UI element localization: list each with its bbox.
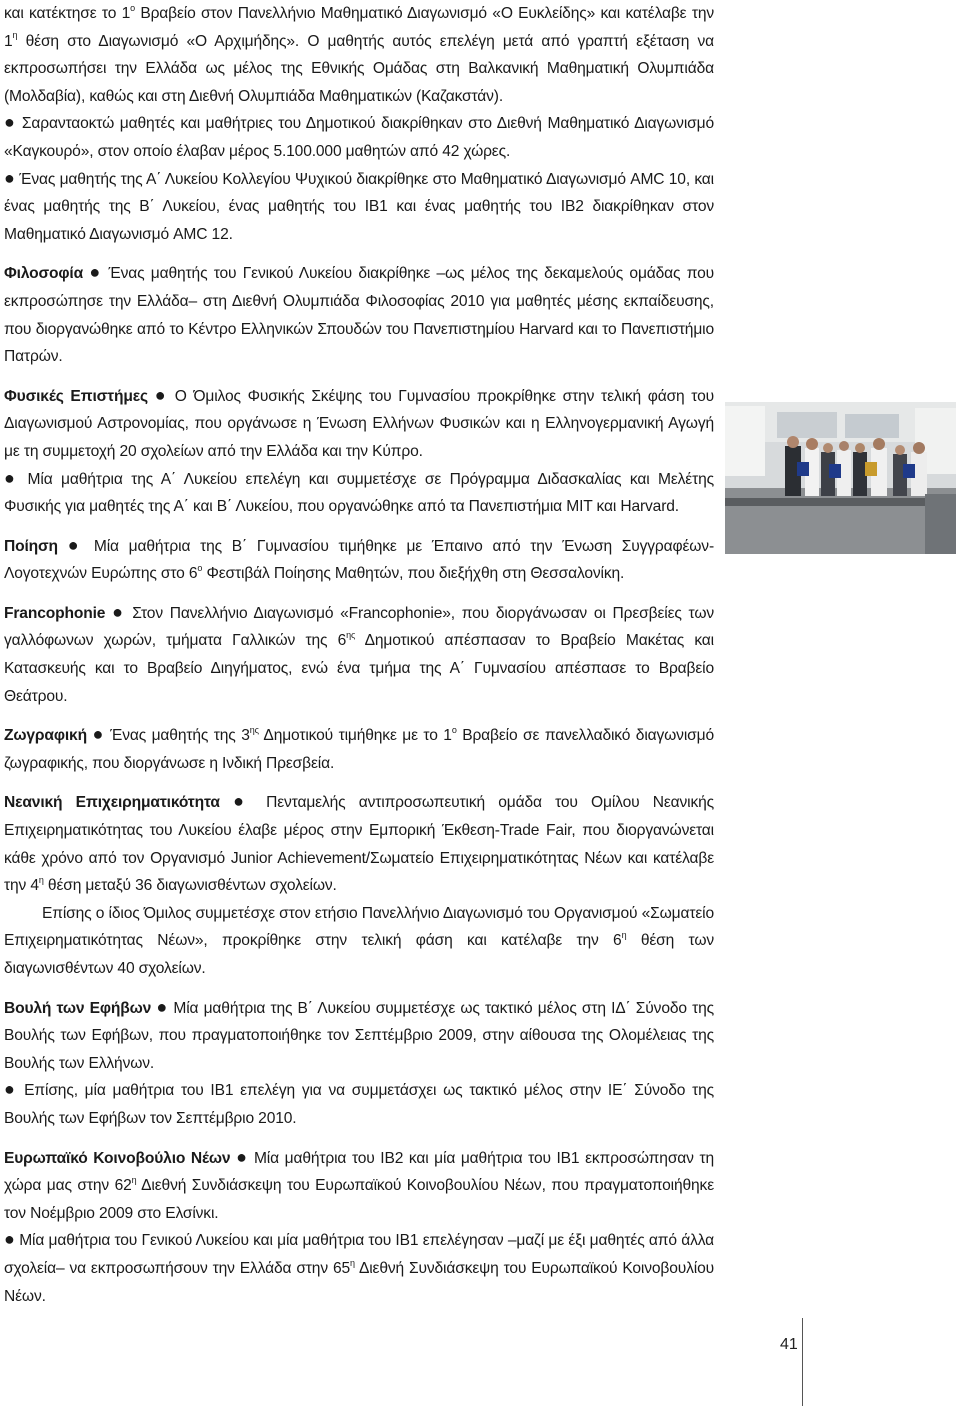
bullet-icon: ● [4, 112, 17, 133]
bullet-icon: ● [156, 996, 169, 1017]
entrepreneurship-section: Νεανική Επιχειρηματικότητα ● Πενταμελής αντιπροσωπευτική ομάδα του Ομίλου Νεανικής Επιχειρηματικότητας του Λυκείου έλαβε μέρος στην Εμπορική Έκθεση-Trade Fair, που διοργανώνεται κάθε χρόνο από τον Οργανισμό Junior Achievement/Σωματείο Επιχειρηματικότητας Νέων και κατέλαβε την $4^\eta$ θέση μεταξύ 36 διαγωνισθέντων σχολείων. [4, 791, 714, 895]
bullet-icon: ● [4, 1079, 18, 1100]
francophonie-section: Francophonie ● Στον Πανελλήνιο Διαγωνισμό «Francophonie», που διοργάνωσαν οι Πρεσβείες των γαλλόφωνων χωρών, τμήματα Γαλλικών της $6^{\eta\varsigma}$ Δημοτικού απέσπασαν το Βραβείο Μακέτας και Κατασκευής και το Βραβείο Διηγήματος, ενώ ένα τμήμα της Α΄ Γυμνασίου απέσπασε το Βραβείο Θεάτρου. [4, 601, 714, 705]
bullet-icon: ● [4, 467, 20, 488]
intro-paragraph: και κατέκτησε το $1^o$ Βραβείο στον Πανελλήνιο Μαθηματικό Διαγωνισμό «Ο Ευκλείδης» και κατέλαβε την $1^\eta$ θέση στο Διαγωνισμό «Ο Αρχιμήδης». Ο μαθητής αυτός επελέγη μετά από γραπτή εξέταση να εκπροσωπήσει την Ελλάδα ως μέλος της Εθνικής Ομάδας στη Βαλκανική Μαθηματική Ολυμπιάδα (Μολδαβία), καθώς και στη Διεθνή Ολυμπιάδα Μαθηματικών (Καζακστάν). [4, 2, 715, 105]
bullet-icon: ● [154, 384, 168, 405]
physics-section: Φυσικές Επιστήμες ● Ο Όμιλος Φυσικής Σκέψης του Γυμνασίου προκρίθηκε στην τελική φάση του Διαγωνισμού Αστρονομίας, που οργάνωσε η Ένωση Ελλήνων Φυσικών και η Ελληνογερμανική Αγωγή με τη συμμετοχή 20 σχολείων από την Ελλάδα και την Κύπρο. [4, 384, 714, 460]
poetry-section: Ποίηση ● Μία μαθήτρια της Β΄ Γυμνασίου τιμήθηκε με Έπαινο από την Ένωση Συγγραφέων-Λογοτεχνών Ευρώπης στο $6^o$ Φεστιβάλ Ποίησης Μαθητών, που διεξήχθη στη Θεσσαλονίκη. [4, 534, 714, 583]
youth-parliament-item: ● Επίσης, μία μαθήτρια του ΙΒ1 επελέγη για να συμμετάσχει ως τακτικό μέλος στην ΙΕ΄ Σύνοδο της Βουλής των Εφήβων τον Σεπτέμβριο 2010. [4, 1079, 714, 1127]
math-amc-item: ● Ένας μαθητής της Α΄ Λυκείου Κολλεγίου Ψυχικού διακρίθηκε στο Μαθηματικό Διαγωνισμό AMC 10, και ένας μαθητής της Β΄ Λυκείου, ένας μαθητής του ΙΒ1 και ένας μαθητής του ΙΒ2 διακρίθηκαν στον Μαθηματικό Διαγωνισμό AMC 12. [4, 167, 714, 243]
physics-item: ● Μία μαθήτρια της Α΄ Λυκείου επελέγη και συμμετέσχε σε Πρόγραμμα Διδασκαλίας και Μελέτης Φυσικής για μαθητές της Α΄ και Β΄ Λυκείου, που οργανώθηκε από τα Πανεπιστήμια MIT και Harvard. [4, 467, 714, 516]
eyp-section: Ευρωπαϊκό Κοινοβούλιο Νέων ● Μία μαθήτρια του ΙΒ2 και μία μαθήτρια του ΙΒ1 εκπροσώπησαν τη χώρα μας στην $62^\eta$ Διεθνή Συνδιάσκεψη του Ευρωπαϊκού Κοινοβουλίου Νέων, που πραγματοποιήθηκε τον Νοέμβριο 2009 στο Ελσίνκι. [4, 1146, 715, 1222]
bullet-icon: ● [4, 1229, 15, 1250]
section-heading: Φυσικές Επιστήμες [4, 387, 148, 405]
page-rule [802, 1318, 803, 1406]
section-heading: Francophonie [4, 604, 106, 622]
bullet-icon: ● [67, 534, 85, 555]
bullet-icon: ● [92, 724, 105, 745]
section-heading: Ποίηση [4, 537, 58, 555]
bullet-icon: ● [4, 167, 15, 188]
bullet-icon: ● [233, 791, 253, 812]
section-heading: Φιλοσοφία [4, 265, 84, 283]
article-column [4, 0, 714, 1310]
bullet-icon: ● [236, 1146, 249, 1167]
eyp-item: ● Μία μαθήτρια του Γενικού Λυκείου και μία μαθήτρια του ΙΒ1 επελέγησαν –μαζί με έξι μαθητές από άλλα σχολεία– να εκπροσωπήσουν την Ελλάδα στην $65^\eta$ Διεθνή Συνδιάσκεψη του Ευρωπαϊκού Κοινοβουλίου Νέων. [4, 1229, 714, 1305]
youth-parliament-section: Βουλή των Εφήβων ● Μία μαθήτρια της Β΄ Λυκείου συμμετέσχε ως τακτικό μέλος στη ΙΔ΄ Σύνοδο της Βουλής των Εφήβων, που πραγματοποιήθηκε τον Σεπτέμβριο 2009, στην αίθουσα της Ολομέλειας της Βουλής των Ελλήνων. [4, 996, 715, 1072]
section-heading: Ευρωπαϊκό Κοινοβούλιο Νέων [4, 1149, 231, 1167]
page-number: 41 [780, 1336, 798, 1353]
painting-section: Ζωγραφική ● Ένας μαθητής της $3^{\eta\varsigma}$ Δημοτικού τιμήθηκε με το $1^o$ Βραβείο σε πανελλαδικό διαγωνισμό ζωγραφικής, που διοργάνωσε η Ινδική Πρεσβεία. [4, 724, 714, 772]
entrepreneurship-paragraph: Επίσης ο ίδιος Όμιλος συμμετέσχε στον ετήσιο Πανελλήνιο Διαγωνισμό του Οργανισμού «Σωματείο Επιχειρηματικότητας Νέων», προκρίθηκε στην τελική φάση και κατέλαβε την $6^\eta$ θέση των διαγωνισθέντων 40 σχολείων. [4, 904, 714, 977]
section-heading: Βουλή των Εφήβων [4, 999, 152, 1017]
classroom-photo [725, 402, 956, 554]
bullet-icon: ● [112, 601, 126, 622]
bullet-icon: ● [89, 262, 103, 283]
math-kangaroo-item: ● Σαρανταοκτώ μαθητές και μαθήτριες του Δημοτικού διακρίθηκαν στο Διεθνή Μαθηματικό Διαγωνισμό «Καγκουρό», στον οποίο έλαβαν μέρος 5.100.000 μαθητών από 42 χώρες. [4, 112, 714, 160]
section-heading: Ζωγραφική [4, 727, 87, 745]
section-heading: Νεανική Επιχειρηματικότητα [4, 794, 220, 812]
philosophy-section: Φιλοσοφία ● Ένας μαθητής του Γενικού Λυκείου διακρίθηκε –ως μέλος της δεκαμελούς ομάδας που εκπροσώπησε την Ελλάδα– στη Διεθνή Ολυμπιάδα Φιλοσοφίας 2010 για μαθητές μέσης εκπαίδευσης, που διοργανώθηκε από το Κέντρο Ελληνικών Σπουδών του Πανεπιστημίου Harvard και το Πανεπιστήμιο Πατρών. [4, 262, 714, 366]
